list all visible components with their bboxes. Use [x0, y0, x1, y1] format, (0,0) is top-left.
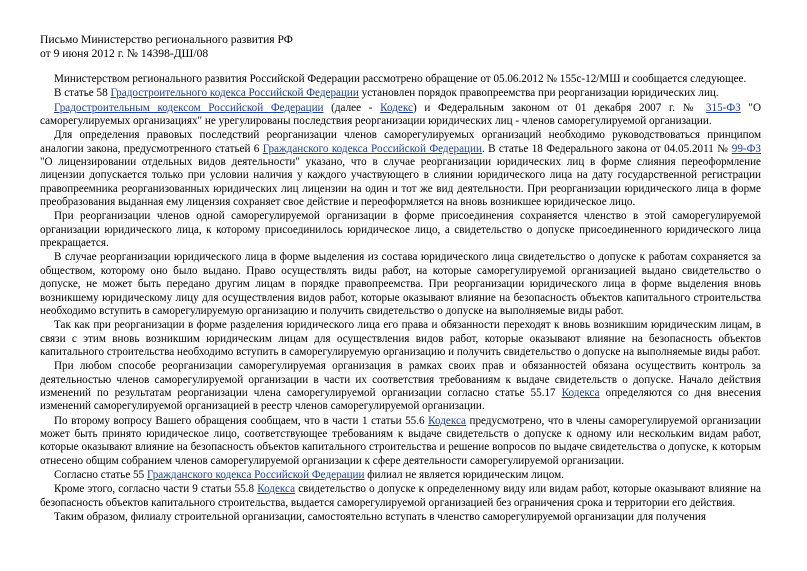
document-link[interactable]: Гражданского кодекса Российской Федерации — [146, 468, 365, 481]
paragraph-text: определяются со дня внесения изменений саморегулируемой организацией в реестр членов саморегулируемой организации. — [40, 386, 761, 413]
paragraph — [40, 511, 761, 524]
paragraph — [40, 360, 761, 413]
paragraph — [40, 251, 761, 318]
paragraph-text: установлен порядок правопреемства при реорганизации юридических лиц. — [358, 87, 719, 100]
document-link[interactable]: Кодекса — [428, 414, 466, 427]
paragraph — [40, 415, 761, 468]
document-link[interactable]: Градостроительного кодекса Российской Федерации — [110, 87, 359, 100]
document-link[interactable]: Градостроительным кодексом Российской Федерации — [54, 101, 324, 114]
document-header — [40, 33, 761, 61]
paragraph — [40, 129, 761, 209]
paragraph-text: Таким образом, филиалу строительной организации, самостоятельно вступать в членство саморегулируемой организации для получения — [54, 511, 707, 523]
paragraph-text: "О лицензировании отдельных видов деятельности" указано, что в случае реорганизации юридических лиц в форме слияния переоформление лицензии допускается только при условии наличия у каждого участвующего в слиянии юридического лица на дату государственной регистрации правопреемника реорганизованных юридических лиц лицензии на один и тот же вид деятельности. При реорганизации юридического лица в форме преобразования выданная ему лицензия сохраняет свое действие и переоформляется на вновь возникшее юридическое лицо. — [40, 156, 761, 209]
document-link[interactable]: 315-ФЗ — [705, 101, 741, 114]
document-link[interactable]: 99-ФЗ — [731, 142, 761, 155]
paragraph-text: Так как при реорганизации в форме разделения юридического лица его права и обязанности переходят к вновь возникшим юридическим лицам, в связи с этим вновь возникшим юридическим лицам для осуществления видов работ, которые оказывают влияние на безопасность объектов капитального строительства необходимо вступить в саморегулируемую организацию и получить свидетельство о допуске на выполняемые виды работ. — [40, 319, 761, 358]
paragraph — [40, 102, 761, 129]
paragraph-text: . В статье 18 Федерального закона от 04.05.2011 № — [481, 142, 732, 155]
paragraph-text: Министерством регионального развития Российской Федерации рассмотрено обращение от 05.06.2012 № 155с-12/МШ и сообщается следующее. — [54, 73, 747, 85]
paragraph-text: При реорганизации членов одной саморегулируемой организации в форме присоединения сохраняется членство в этой саморегулируемой организации юридического лица, к которому присоединилось юридическое лицо, а свидетельство о допуске присоединенного юридического лица прекращается. — [40, 210, 761, 250]
document-link[interactable]: Кодекса — [561, 386, 600, 399]
paragraph-text: "О саморегулируемых организациях" не урегулированы последствия реорганизации юридических лиц - членов саморегулируемой организации. — [40, 101, 761, 128]
document-link[interactable]: Кодекс — [380, 101, 413, 114]
header-title: Письмо Министерство регионального развития РФ — [40, 33, 293, 46]
paragraph-text: предусмотрено, что в члены саморегулируемой организации может быть принято юридическое лицо, соответствующее требованиям к выдаче свидетельств о допуске к одному или нескольким видам работ, которые оказывают влияние на безопасность объектов капитального строительства и решение вопросов по выдаче свидетельства о допуске, к которым отнесено общим собранием членов саморегулируемой организации к сфере деятельности саморегулируемой организации. — [40, 414, 761, 467]
paragraph — [40, 87, 761, 100]
paragraph — [40, 210, 761, 250]
paragraph-text: ) и Федеральным законом от 01 декабря 2007 г. № — [412, 101, 706, 114]
paragraph — [40, 483, 761, 510]
paragraph-text: филиал не является юридическим лицом. — [364, 468, 564, 481]
paragraph-text: Для определения правовых последствий реорганизации членов саморегулируемых организаций необходимо руководствоваться принципом аналогии закона, предусмотренного статьей 6 — [40, 129, 761, 155]
paragraph — [40, 319, 761, 359]
document-body — [40, 73, 761, 524]
document-link[interactable]: Кодекса — [257, 483, 296, 496]
paragraph-text: Кроме этого, согласно части 9 статьи 55.8 — [54, 483, 258, 496]
paragraph-text: (далее - — [323, 101, 381, 114]
paragraph-text: Согласно статье 55 — [54, 468, 147, 481]
paragraph — [40, 469, 761, 482]
document-link[interactable]: Гражданского кодекса Российской Федерации — [262, 142, 482, 155]
paragraph-text: При любом способе реорганизации саморегулируемая организация в рамках своих прав и обязанностей обязана осуществить контроль за деятельностью членов саморегулируемой организации в части их соответствия требованиям к выдаче свидетельств о допуске. Начало действия изменений по результатам реорганизации члена саморегулируемой организации согласно статье 55.17 — [40, 360, 761, 399]
paragraph — [40, 73, 761, 86]
paragraph-text: По второму вопросу Вашего обращения сообщаем, что в части 1 статьи 55.6 — [54, 414, 429, 427]
paragraph-text: В статье 58 — [54, 87, 111, 100]
header-date: от 9 июня 2012 г. № 14398-ДШ/08 — [40, 47, 209, 60]
paragraph-text: В случае реорганизации юридического лица в форме выделения из состава юридического лица свидетельство о допуске к работам сохраняется за обществом, которому оно было выдано. Право осуществлять виды работ, на которые саморегулируемой организацией выдано свидетельство о допуске, не может быть передано другим лицам в порядке правопреемства. При реорганизации юридического лица в форме выделения вновь возникшему юридическому лицу для осуществления видов работ, которые оказывают влияние на безопасность объектов капитального строительства необходимо вступить в саморегулируемую организацию и получить свидетельство о допуске на выполняемые виды работ. — [40, 251, 761, 317]
paragraph-text: свидетельство о допуске к определенному виду или видам работ, которые оказывают влияние на безопасность объектов капитального строительства, выдается саморегулируемой организацией без ограничения срока и территории его действия. — [40, 483, 761, 509]
